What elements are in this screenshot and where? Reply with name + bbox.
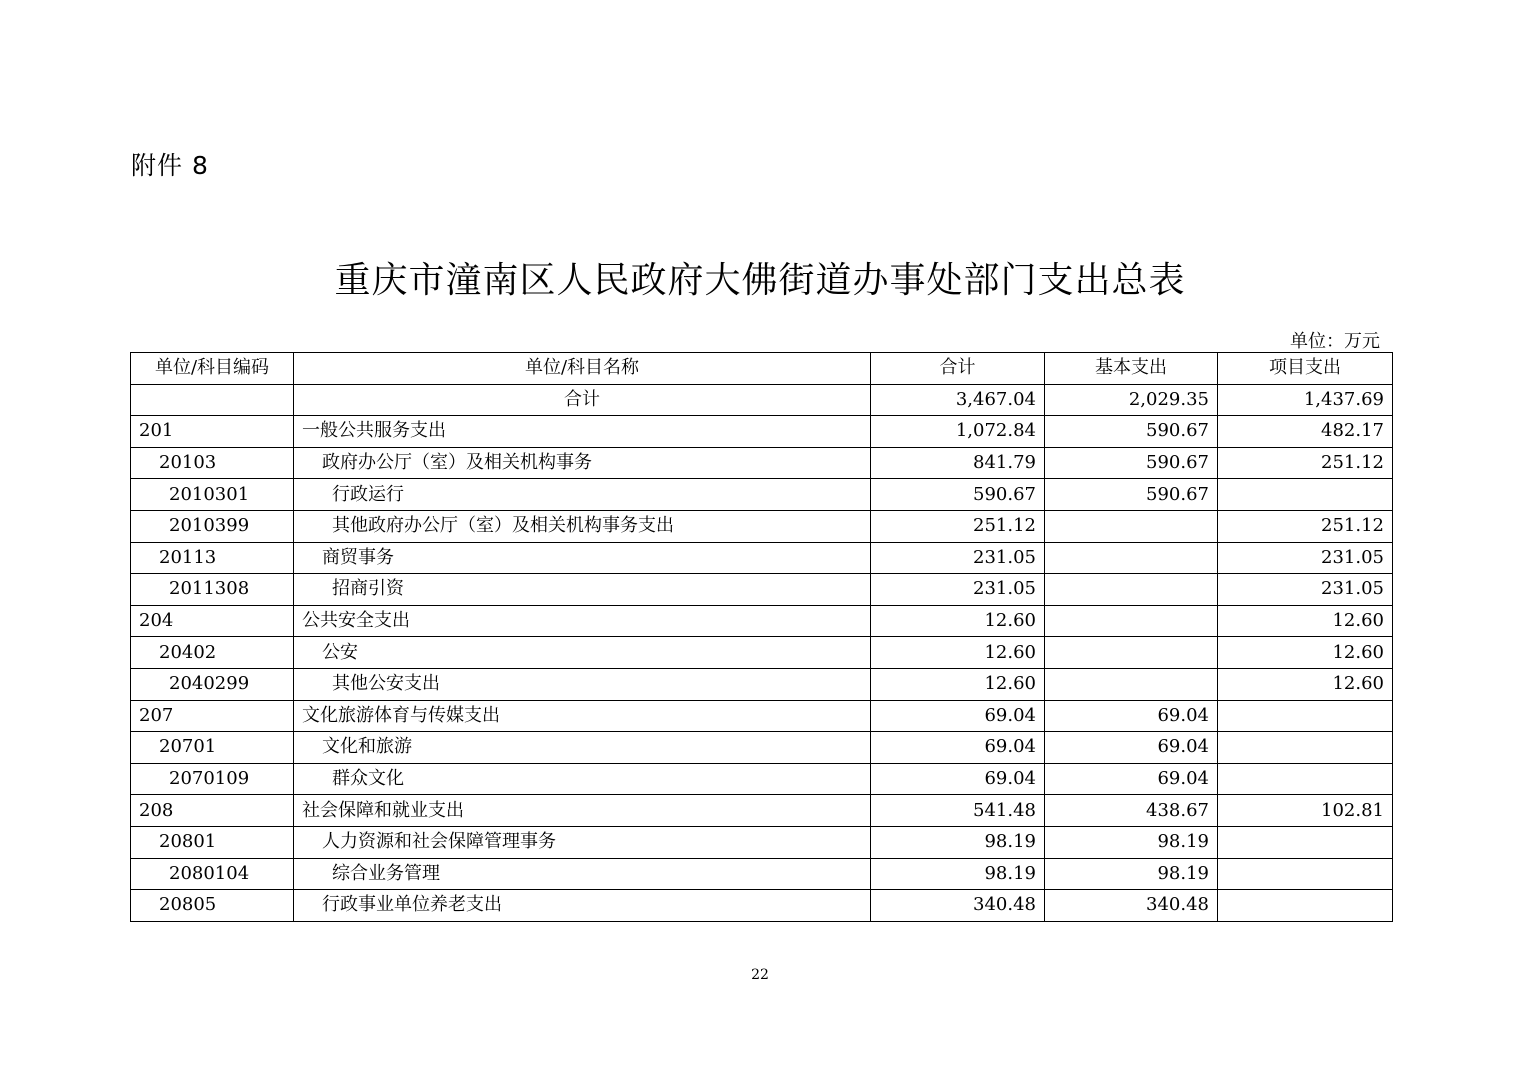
cell-total: 12.60 <box>871 605 1045 637</box>
cell-code: 20805 <box>131 890 294 922</box>
header-basic: 基本支出 <box>1045 353 1218 385</box>
cell-basic <box>1045 668 1218 700</box>
attachment-label: 附件 8 <box>131 151 209 180</box>
cell-project <box>1218 763 1393 795</box>
table-row <box>131 447 1393 479</box>
cell-basic: 590.67 <box>1045 447 1218 479</box>
cell-basic: 2,029.35 <box>1045 384 1218 416</box>
header-total: 合计 <box>871 353 1045 385</box>
cell-basic <box>1045 510 1218 542</box>
cell-name: 公安 <box>294 637 871 669</box>
cell-project <box>1218 479 1393 511</box>
cell-total: 98.19 <box>871 858 1045 890</box>
cell-total: 98.19 <box>871 826 1045 858</box>
table-row <box>131 826 1393 858</box>
cell-project: 12.60 <box>1218 605 1393 637</box>
cell-code: 208 <box>131 795 294 827</box>
cell-total: 340.48 <box>871 890 1045 922</box>
cell-basic <box>1045 574 1218 606</box>
cell-project <box>1218 700 1393 732</box>
cell-code: 2010399 <box>131 510 294 542</box>
cell-total: 69.04 <box>871 732 1045 764</box>
cell-project: 12.60 <box>1218 668 1393 700</box>
cell-basic: 98.19 <box>1045 826 1218 858</box>
cell-name: 政府办公厅（室）及相关机构事务 <box>294 447 871 479</box>
expenditure-table <box>130 352 1393 922</box>
header-project: 项目支出 <box>1218 353 1393 385</box>
cell-project: 251.12 <box>1218 447 1393 479</box>
cell-total: 541.48 <box>871 795 1045 827</box>
cell-code <box>131 384 294 416</box>
table-row <box>131 668 1393 700</box>
header-code: 单位/科目编码 <box>131 353 294 385</box>
table-row <box>131 384 1393 416</box>
unit-label: 单位：万元 <box>1290 331 1380 352</box>
cell-total: 231.05 <box>871 574 1045 606</box>
page-title: 重庆市潼南区人民政府大佛街道办事处部门支出总表 <box>334 260 1186 301</box>
cell-total: 251.12 <box>871 510 1045 542</box>
cell-basic: 69.04 <box>1045 700 1218 732</box>
cell-project <box>1218 858 1393 890</box>
table-row <box>131 574 1393 606</box>
cell-total: 69.04 <box>871 763 1045 795</box>
cell-basic: 438.67 <box>1045 795 1218 827</box>
table-row <box>131 795 1393 827</box>
cell-code: 2011308 <box>131 574 294 606</box>
cell-total: 12.60 <box>871 668 1045 700</box>
cell-code: 2070109 <box>131 763 294 795</box>
cell-basic: 590.67 <box>1045 479 1218 511</box>
cell-name: 人力资源和社会保障管理事务 <box>294 826 871 858</box>
table-row <box>131 416 1393 448</box>
table-header-row <box>131 353 1393 385</box>
cell-name: 综合业务管理 <box>294 858 871 890</box>
cell-code: 201 <box>131 416 294 448</box>
cell-project: 482.17 <box>1218 416 1393 448</box>
cell-project <box>1218 890 1393 922</box>
cell-total: 1,072.84 <box>871 416 1045 448</box>
cell-name: 行政运行 <box>294 479 871 511</box>
cell-basic: 69.04 <box>1045 763 1218 795</box>
table-row <box>131 479 1393 511</box>
cell-code: 207 <box>131 700 294 732</box>
cell-code: 20701 <box>131 732 294 764</box>
cell-total: 69.04 <box>871 700 1045 732</box>
table-row <box>131 890 1393 922</box>
cell-basic: 98.19 <box>1045 858 1218 890</box>
cell-code: 2010301 <box>131 479 294 511</box>
cell-total: 12.60 <box>871 637 1045 669</box>
cell-name: 商贸事务 <box>294 542 871 574</box>
cell-name: 公共安全支出 <box>294 605 871 637</box>
table-row <box>131 858 1393 890</box>
cell-name: 文化和旅游 <box>294 732 871 764</box>
cell-project: 231.05 <box>1218 574 1393 606</box>
table-row <box>131 605 1393 637</box>
cell-basic <box>1045 605 1218 637</box>
cell-name: 行政事业单位养老支出 <box>294 890 871 922</box>
cell-name: 其他政府办公厅（室）及相关机构事务支出 <box>294 510 871 542</box>
table-row <box>131 732 1393 764</box>
cell-project: 12.60 <box>1218 637 1393 669</box>
cell-name: 社会保障和就业支出 <box>294 795 871 827</box>
table-row <box>131 510 1393 542</box>
cell-code: 20402 <box>131 637 294 669</box>
cell-basic: 340.48 <box>1045 890 1218 922</box>
cell-basic <box>1045 637 1218 669</box>
cell-name: 合计 <box>294 384 871 416</box>
cell-code: 2080104 <box>131 858 294 890</box>
table-body <box>131 384 1393 921</box>
cell-project <box>1218 732 1393 764</box>
cell-name: 其他公安支出 <box>294 668 871 700</box>
cell-basic: 590.67 <box>1045 416 1218 448</box>
cell-code: 20113 <box>131 542 294 574</box>
table-row <box>131 542 1393 574</box>
cell-name: 一般公共服务支出 <box>294 416 871 448</box>
cell-name: 招商引资 <box>294 574 871 606</box>
cell-total: 590.67 <box>871 479 1045 511</box>
cell-code: 20103 <box>131 447 294 479</box>
cell-basic: 69.04 <box>1045 732 1218 764</box>
cell-name: 群众文化 <box>294 763 871 795</box>
cell-project <box>1218 826 1393 858</box>
cell-code: 204 <box>131 605 294 637</box>
cell-name: 文化旅游体育与传媒支出 <box>294 700 871 732</box>
cell-project: 231.05 <box>1218 542 1393 574</box>
cell-basic <box>1045 542 1218 574</box>
page-number: 22 <box>751 967 769 983</box>
cell-total: 3,467.04 <box>871 384 1045 416</box>
cell-project: 102.81 <box>1218 795 1393 827</box>
cell-project: 251.12 <box>1218 510 1393 542</box>
table-row <box>131 700 1393 732</box>
header-name: 单位/科目名称 <box>294 353 871 385</box>
cell-code: 20801 <box>131 826 294 858</box>
cell-total: 841.79 <box>871 447 1045 479</box>
cell-project: 1,437.69 <box>1218 384 1393 416</box>
table-row <box>131 763 1393 795</box>
cell-total: 231.05 <box>871 542 1045 574</box>
cell-code: 2040299 <box>131 668 294 700</box>
table-row <box>131 637 1393 669</box>
